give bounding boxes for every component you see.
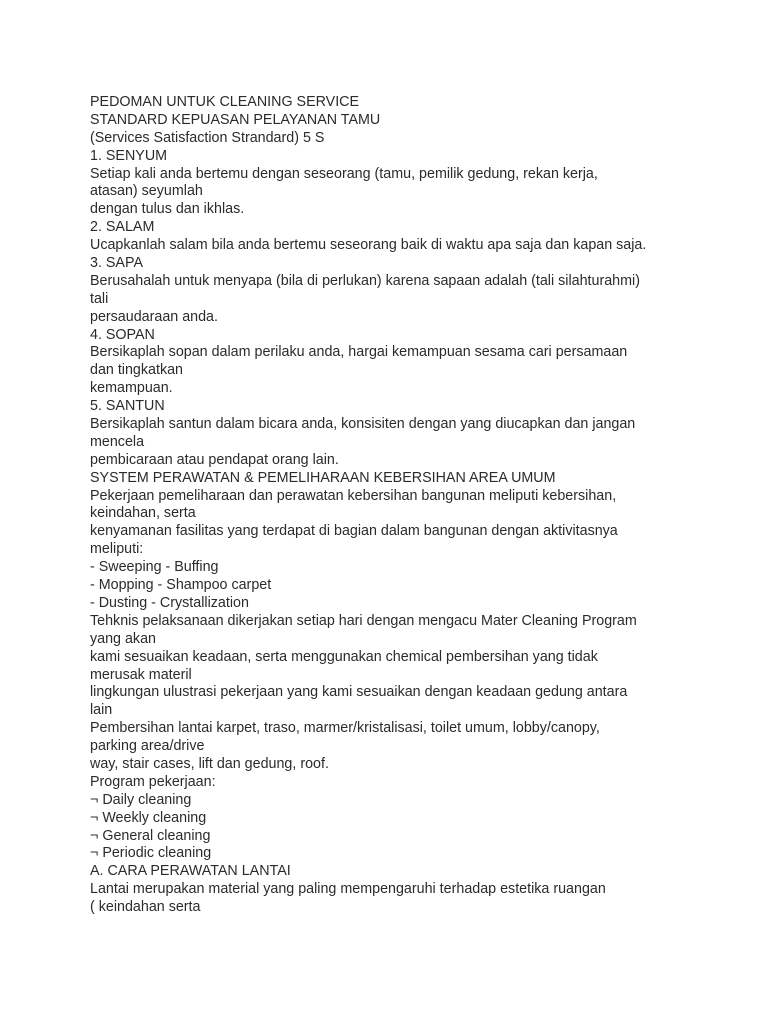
document-line: 1. SENYUM	[90, 147, 168, 164]
document-line: lain	[90, 702, 113, 719]
document-line: A. CARA PERAWATAN LANTAI	[90, 863, 291, 880]
document-line: lingkungan ulustrasi pekerjaan yang kami sesuaikan dengan keadaan gedung antara	[90, 684, 628, 701]
document-line: dengan tulus dan ikhlas.	[90, 201, 245, 218]
document-line: persaudaraan anda.	[90, 308, 218, 325]
document-line: ¬ Weekly cleaning	[90, 809, 207, 826]
document-line: SYSTEM PERAWATAN & PEMELIHARAAN KEBERSIHAN AREA UMUM	[90, 469, 556, 486]
document-line: STANDARD KEPUASAN PELAYANAN TAMU	[90, 111, 381, 128]
document-line: Tehknis pelaksanaan dikerjakan setiap hari dengan mengacu Mater Cleaning Program	[90, 612, 637, 629]
document-line: ¬ Daily cleaning	[90, 791, 192, 808]
document-line: meliputi:	[90, 541, 144, 558]
document-line: pembicaraan atau pendapat orang lain.	[90, 451, 339, 468]
document-line: keindahan, serta	[90, 505, 196, 522]
document-line: Bersikaplah sopan dalam perilaku anda, hargai kemampuan sesama cari persamaan	[90, 344, 628, 361]
document-line: Berusahalah untuk menyapa (bila di perlukan) karena sapaan adalah (tali silahturahmi)	[90, 272, 640, 289]
document-line: ( keindahan serta	[90, 899, 201, 916]
document-line: mencela	[90, 433, 145, 450]
document-line: Setiap kali anda bertemu dengan seseorang (tamu, pemilik gedung, rekan kerja,	[90, 165, 598, 182]
document-line: ¬ General cleaning	[90, 827, 211, 844]
document-line: - Dusting - Crystallization	[90, 594, 249, 611]
document-line: - Sweeping - Buffing	[90, 559, 219, 576]
document-line: ¬ Periodic cleaning	[90, 845, 212, 862]
document-line: kami sesuaikan keadaan, serta menggunakan chemical pembersihan yang tidak	[90, 648, 598, 665]
document-line: Program pekerjaan:	[90, 773, 216, 790]
document-line: (Services Satisfaction Strandard) 5 S	[90, 129, 325, 146]
document-body	[90, 94, 690, 917]
document-line: merusak materil	[90, 666, 192, 683]
document-line: yang akan	[90, 630, 156, 647]
document-line: Ucapkanlah salam bila anda bertemu seseorang baik di waktu apa saja dan kapan saja.	[90, 237, 647, 254]
document-line: parking area/drive	[90, 738, 205, 755]
document-line: way, stair cases, lift dan gedung, roof.	[90, 755, 329, 772]
document-line: Lantai merupakan material yang paling mempengaruhi terhadap estetika ruangan	[90, 881, 606, 898]
document-line: tali	[90, 290, 109, 307]
document-line: 4. SOPAN	[90, 326, 155, 343]
document-line: kenyamanan fasilitas yang terdapat di bagian dalam bangunan dengan aktivitasnya	[90, 523, 618, 540]
document-line: kemampuan.	[90, 380, 173, 397]
document-line: atasan) seyumlah	[90, 183, 203, 200]
document-line: 2. SALAM	[90, 219, 155, 236]
document-line: dan tingkatkan	[90, 362, 183, 379]
document-line: - Mopping - Shampoo carpet	[90, 577, 272, 594]
document-line: 5. SANTUN	[90, 398, 165, 415]
document-line: 3. SAPA	[90, 255, 143, 272]
document-line: Bersikaplah santun dalam bicara anda, konsisiten dengan yang diucapkan dan jangan	[90, 416, 636, 433]
document-line: Pembersihan lantai karpet, traso, marmer/kristalisasi, toilet umum, lobby/canopy,	[90, 720, 600, 737]
document-line: PEDOMAN UNTUK CLEANING SERVICE	[90, 94, 360, 110]
document-line: Pekerjaan pemeliharaan dan perawatan kebersihan bangunan meliputi kebersihan,	[90, 487, 617, 504]
